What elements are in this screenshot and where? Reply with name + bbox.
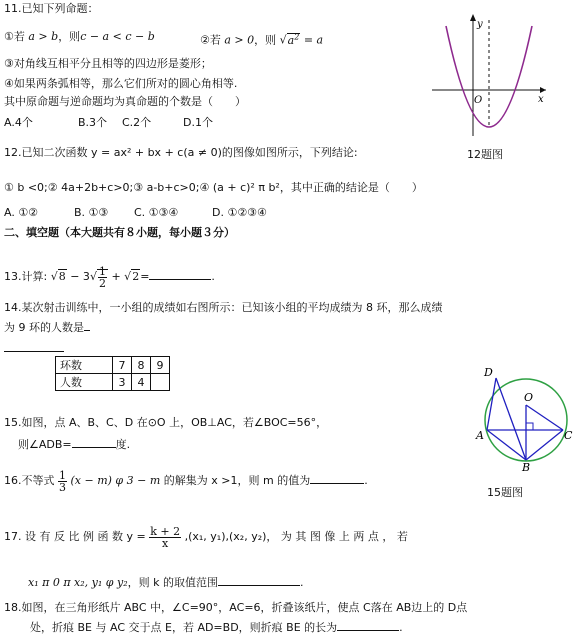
q11-p1-text: ①若 [4,30,25,43]
right-angle-mark [526,423,533,430]
label-a: A [476,429,484,442]
q14-answer-blank-start[interactable] [84,319,90,331]
q13-answer-blank[interactable] [149,268,211,280]
q13-minus-three: − 3 [70,270,90,283]
table-cell: 4 [132,374,151,391]
q16-fraction-den: 3 [59,480,66,494]
q11-p2-text: ②若 [200,33,221,47]
figure-12-parabola [428,8,558,140]
q16-suffix: 的解集为 x >1，则 m 的值为 [163,474,311,487]
q11-p2-sqrt: $√a^2$ [279,32,300,47]
q11-question: 其中原命题与逆命题均为真命题的个数是（ ） [4,95,246,108]
q17-line-2-text: ，则 k 的取值范围 [127,576,218,589]
q16-answer-blank[interactable] [310,472,364,484]
q14-answer-blank[interactable] [4,340,64,352]
q15-line-2 [18,436,130,452]
q18-line-1: 18.如图，在三角形纸片 ABC 中，∠C=90°，AC=6，折叠该纸片，使点 C落在 AB边上的 D点 [4,601,468,614]
table-cell: 7 [113,357,132,374]
q11-proposition-3: ③对角线互相平分且相等的四边形是菱形； [4,57,212,70]
q11-option-a: A.4个 [4,116,33,129]
q12-option-a: A. ①② [4,206,39,219]
q17-fraction-num: k + 2 [150,524,181,538]
figure-12-caption: 12题图 [467,148,503,161]
q15-line-2-text: 则∠ADB= [18,438,72,451]
q13-fraction-num: 1 [98,264,106,278]
label-c: C [564,429,573,442]
q11-p2-then: ，则 [254,33,277,47]
q12-conclusions: ① b <0;② 4a+2b+c>0;③ a-b+c>0;④ (a + c)² π b²，其中正确的结论是（ ） [4,181,423,194]
q17-fraction [149,526,181,549]
q15-unit: 度. [115,438,131,451]
q17-line-1-text: 17. 设 有 反 比 例 函 数 y = [4,530,146,543]
q15-line-1: 15.如图，点 A、B、C、D 在⊙O 上，OB⊥AC，若∠BOC=56°， [4,416,328,429]
x-axis-arrow-icon [540,87,546,93]
origin-label: O [474,95,483,106]
q13-sqrt-2: √2 [124,270,140,283]
q17-condition: x₁ π 0 π x₂, y₁ φ y₂ [28,576,128,589]
q16-fraction-num: 1 [59,468,66,482]
q16-prefix: 16.不等式 [4,474,55,487]
q12-option-d: D. ①②③④ [212,206,267,219]
table-cell-header: 环数 [56,357,113,374]
y-axis-arrow-icon [470,14,476,21]
q11-option-b: B.3个 [78,116,108,129]
q16-fraction [58,470,67,493]
q11-proposition-4: ④如果两条弧相等，那么它们所对的圆心角相等. [4,77,238,90]
q17-line-1-points: ,(x₁, y₁),(x₂, y₂)， 为 其 图 像 上 两 点 ， 若 [184,530,408,543]
table-cell: 9 [151,357,170,374]
segment-oc [526,405,563,430]
q11-p2-radicand: a [287,33,295,47]
table-row [56,374,170,391]
q11-option-c: C.2个 [122,116,152,129]
figure-15-caption: 15题图 [487,486,523,499]
table-cell: 8 [132,357,151,374]
q13-equals: = [140,270,150,283]
label-d: D [484,366,493,379]
figure-15-circle [472,360,576,472]
q12-stem: 12.已知二次函数 y = ax² + bx + c(a ≠ 0)的图像如图所示，下列结论: [4,146,358,159]
q13-sqrt-8: √8 [50,270,66,283]
q13-radicand-8: 8 [58,270,66,283]
section-2-heading: 二、填空题（本大题共有８小题，每小题３分） [4,226,235,239]
q11-option-d: D.1个 [183,116,213,129]
x-axis-label: x [538,94,544,105]
q12-option-c: C. ①③④ [134,206,179,219]
q11-p1-then: ，则 [58,30,81,43]
table-row [56,357,170,374]
q13-sqrt-fraction: √ $\frac{1}{2}$ [89,264,106,290]
q18-answer-blank[interactable] [337,619,399,631]
label-b: B [522,461,531,472]
segment-bc [526,430,563,460]
q13-plus: + [111,270,121,283]
label-o: O [524,391,534,404]
q11-p2-result: = a [303,33,324,47]
q14-score-table [55,356,170,391]
y-axis-label: y [477,19,483,30]
q11-p2-condition: a > 0 [224,33,255,47]
q14-line-1: 14.某次射击训练中，一小组的成绩如右图所示：已知该小组的平均成绩为 8 环，那么成绩 [4,301,443,314]
q15-answer-blank[interactable] [72,436,116,448]
table-cell: 3 [113,374,132,391]
q16-line: 16.不等式 $\frac{1}{3}$ (x − m) φ 3 − m 的解集为 x >1，则 m 的值为 . [4,468,368,494]
q17-line-2: x₁ π 0 π x₂, y₁ φ y₂，则 k 的取值范围 . [28,576,304,589]
q14-answer-blank-line[interactable] [4,340,64,356]
q11-proposition-1 [4,30,155,44]
q18-line-2: 处，折痕 BE 与 AC 交于点 E，若 AD=BD，则折痕 BE 的长为 . [30,621,403,634]
q16-inequality: (x − m) φ 3 − m [70,474,161,487]
q17-line-1 [4,522,408,552]
q13-line: 13.计算: √8 − 3√ $\frac{1}{2}$ + √2= . [4,264,215,290]
q11-p1-conclusion: c − a < c − b [80,30,155,43]
q18-line-2-text: 处，折痕 BE 与 AC 交于点 E，若 AD=BD，则折痕 BE 的长为 [30,621,338,634]
q12-option-b: B. ①③ [74,206,109,219]
q14-line-2-text: 为 9 环的人数是 [4,321,84,334]
q14-line-2 [4,319,90,335]
table-cell-header: 人数 [56,374,113,391]
q13-prefix: 13.计算: [4,270,48,283]
q11-proposition-2 [200,30,323,48]
q17-fraction-den: x [162,536,169,550]
q13-fraction [98,266,107,289]
q13-radicand-2: 2 [132,270,140,283]
q11-p1-condition: a > b [28,30,59,43]
q17-answer-blank[interactable] [218,574,300,586]
q13-fraction-den: 2 [98,276,106,290]
q11-stem: 11.已知下列命题： [4,2,99,15]
table-cell-empty[interactable] [151,374,170,391]
